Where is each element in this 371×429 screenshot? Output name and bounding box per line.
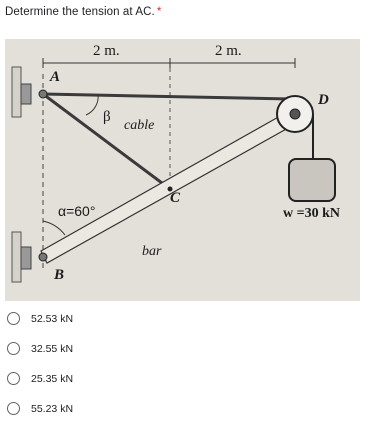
required-asterisk: *	[156, 6, 162, 18]
horizontal-cable	[43, 94, 291, 99]
radio-button[interactable]	[7, 402, 20, 415]
pulley-axle	[290, 109, 300, 119]
wall-support-bottom	[12, 232, 21, 282]
option-3[interactable]	[5, 369, 205, 399]
problem-figure	[5, 39, 360, 301]
question-title: Determine the tension at AC.	[5, 6, 155, 18]
dimension-label-left: 2 m.	[93, 43, 120, 59]
question-text-container	[5, 5, 161, 19]
radio-button[interactable]	[7, 372, 20, 385]
option-label: 55.23 kN	[31, 403, 74, 415]
label-weight: w =30 kN	[283, 206, 340, 221]
option-4[interactable]	[5, 399, 205, 429]
label-a: A	[50, 69, 61, 85]
label-c: C	[170, 190, 181, 206]
alpha-angle-arc	[43, 221, 65, 235]
answer-options	[5, 309, 205, 429]
label-bar: bar	[142, 244, 162, 259]
label-cable: cable	[124, 118, 155, 133]
wall-support-top	[12, 67, 21, 117]
option-1[interactable]	[5, 309, 205, 339]
weight-block	[289, 159, 335, 201]
label-d: D	[318, 92, 329, 108]
radio-button[interactable]	[7, 342, 20, 355]
dimension-label-right: 2 m.	[215, 43, 242, 59]
pin-bracket-b	[21, 247, 31, 269]
option-label: 25.35 kN	[31, 373, 74, 385]
beta-angle-arc	[86, 94, 98, 115]
option-2[interactable]	[5, 339, 205, 369]
label-b: B	[54, 267, 65, 283]
pin-bracket-a	[21, 84, 31, 104]
radio-button[interactable]	[7, 312, 20, 325]
option-label: 52.53 kN	[31, 313, 74, 325]
label-beta: β	[103, 109, 111, 125]
pin-a	[39, 90, 47, 98]
label-alpha: α=60°	[58, 203, 96, 219]
pin-b	[39, 253, 47, 261]
option-label: 32.55 kN	[31, 343, 74, 355]
